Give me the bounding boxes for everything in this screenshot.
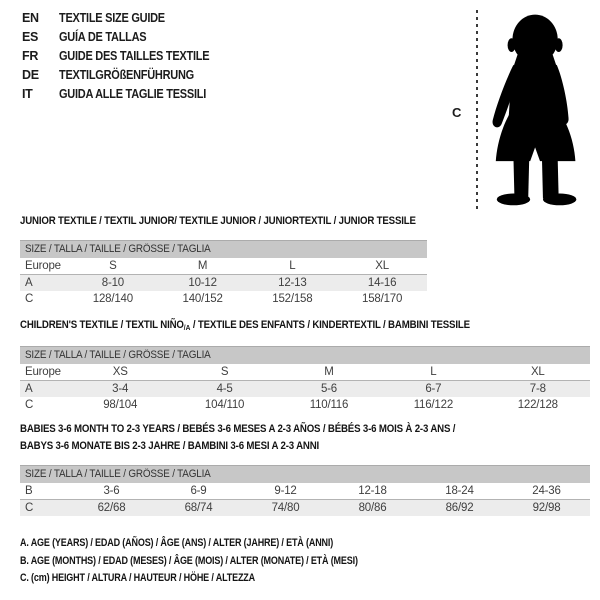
junior-table-title: JUNIOR TEXTILE / TEXTIL JUNIOR/ TEXTILE JUNIOR / JUNIORTEXTIL / JUNIOR TESSILE bbox=[20, 215, 416, 227]
language-label: TEXTILE SIZE GUIDE bbox=[59, 10, 165, 25]
table-row bbox=[20, 483, 590, 500]
legend-line-c: C. (cm) HEIGHT / ALTURA / HAUTEUR / HÖHE / ALTEZZA bbox=[20, 572, 256, 584]
value-cell: 6-9 bbox=[155, 483, 242, 500]
title-text: CHILDREN'S TEXTILE / TEXTIL NIÑO bbox=[20, 319, 184, 331]
junior-textile-section bbox=[20, 213, 427, 307]
value-cell: 74/80 bbox=[271, 502, 300, 514]
language-label: GUIDE DES TAILLES TEXTILE bbox=[59, 48, 210, 63]
value-cell: 18-24 bbox=[416, 483, 503, 500]
language-label: GUÍA DE TALLAS bbox=[59, 29, 147, 44]
row-label: C bbox=[25, 293, 34, 305]
value-cell: 5-6 bbox=[320, 383, 337, 395]
row-label: B bbox=[20, 483, 68, 500]
value-cell: 122/128 bbox=[517, 399, 558, 411]
value-cell: 110/116 bbox=[309, 399, 349, 411]
size-cell: S bbox=[68, 258, 158, 275]
language-row-es bbox=[22, 27, 230, 46]
baby-height-figure bbox=[450, 6, 598, 214]
language-code: ES bbox=[22, 29, 39, 44]
children-table-title bbox=[20, 317, 522, 336]
language-row-de bbox=[22, 65, 230, 84]
table-row bbox=[20, 381, 590, 398]
size-cell: XL bbox=[486, 364, 590, 381]
value-cell: 140/152 bbox=[182, 293, 223, 305]
value-cell: 3-6 bbox=[68, 483, 155, 500]
value-cell: 158/170 bbox=[362, 293, 403, 305]
table-row bbox=[20, 500, 590, 517]
value-cell: 104/110 bbox=[204, 399, 245, 411]
junior-size-table bbox=[20, 258, 427, 307]
junior-size-header bbox=[20, 240, 427, 258]
babies-size-header-text: SIZE / TALLA / TAILLE / GRÖSSE / TAGLIA bbox=[25, 468, 211, 480]
language-row-fr bbox=[22, 46, 230, 65]
value-cell: 8-10 bbox=[101, 277, 124, 289]
babies-size-header bbox=[20, 465, 590, 483]
babies-size-table bbox=[20, 483, 590, 516]
height-dotted-line bbox=[476, 10, 478, 210]
value-cell: 10-12 bbox=[188, 277, 217, 289]
table-row bbox=[20, 258, 427, 275]
value-cell: 68/74 bbox=[184, 502, 213, 514]
value-cell: 14-16 bbox=[367, 277, 397, 289]
row-label: C bbox=[25, 502, 34, 514]
measurement-legend bbox=[20, 535, 432, 588]
table-row bbox=[20, 397, 590, 413]
children-size-header-text: SIZE / TALLA / TAILLE / GRÖSSE / TAGLIA bbox=[25, 349, 211, 361]
value-cell: 86/92 bbox=[445, 502, 474, 514]
title-text: / TEXTILE DES ENFANTS / KINDERTEXTIL / BAMBINI TESSILE bbox=[190, 319, 470, 331]
row-label: Europe bbox=[20, 364, 68, 381]
value-cell: 6-7 bbox=[425, 383, 442, 395]
babies-table-title-line1: BABIES 3-6 MONTH TO 2-3 YEARS / BEBÉS 3-6 MESES A 2-3 AÑOS / BÉBÉS 3-6 MOIS À 2-3 ANS / bbox=[20, 423, 456, 435]
value-cell: 80/86 bbox=[358, 502, 387, 514]
value-cell: 62/68 bbox=[97, 502, 126, 514]
language-code: DE bbox=[22, 67, 39, 82]
value-cell: 92/98 bbox=[532, 502, 561, 514]
value-cell: 152/158 bbox=[272, 293, 313, 305]
language-code: IT bbox=[22, 86, 33, 101]
size-cell: M bbox=[277, 364, 381, 381]
value-cell: 24-36 bbox=[503, 483, 590, 500]
size-cell: L bbox=[248, 258, 338, 275]
row-label: A bbox=[25, 383, 33, 395]
size-cell: M bbox=[158, 258, 248, 275]
legend-line-b: B. AGE (MONTHS) / EDAD (MESES) / ÂGE (MOIS) / ALTER (MONATE) / ETÀ (MESI) bbox=[20, 554, 358, 567]
baby-silhouette-icon bbox=[484, 8, 597, 210]
value-cell: 9-12 bbox=[242, 483, 329, 500]
value-cell: 12-13 bbox=[278, 277, 307, 289]
children-size-table bbox=[20, 364, 590, 413]
size-cell: S bbox=[172, 364, 276, 381]
babies-table-title-line2: BABYS 3-6 MONATE BIS 2-3 JAHRE / BAMBINI 3-6 MESI A 2-3 ANNI bbox=[20, 440, 320, 452]
children-size-header bbox=[20, 346, 590, 364]
legend-line-a: A. AGE (YEARS) / EDAD (AÑOS) / ÂGE (ANS) / ALTER (JAHRE) / ETÀ (ANNI) bbox=[20, 537, 334, 549]
value-cell: 7-8 bbox=[529, 383, 546, 395]
value-cell: 98/104 bbox=[103, 399, 138, 411]
row-label: C bbox=[25, 399, 34, 411]
junior-size-header-text: SIZE / TALLA / TAILLE / GRÖSSE / TAGLIA bbox=[25, 243, 211, 255]
children-textile-section bbox=[20, 317, 590, 413]
row-label: Europe bbox=[20, 258, 68, 275]
value-cell: 4-5 bbox=[216, 383, 233, 395]
size-cell: XL bbox=[337, 258, 427, 275]
row-label: A bbox=[25, 277, 33, 289]
language-row-en bbox=[22, 8, 230, 27]
value-cell: 3-4 bbox=[112, 383, 129, 395]
language-row-it bbox=[22, 84, 230, 103]
language-code: FR bbox=[22, 48, 39, 63]
language-label: GUIDA ALLE TAGLIE TESSILI bbox=[59, 86, 207, 101]
title-subscript: /A bbox=[183, 323, 191, 332]
size-cell: XS bbox=[68, 364, 172, 381]
value-cell: 12-18 bbox=[329, 483, 416, 500]
babies-textile-section bbox=[20, 421, 590, 516]
table-row bbox=[20, 364, 590, 381]
table-row bbox=[20, 275, 427, 292]
language-list bbox=[22, 8, 230, 103]
height-measure-label: C bbox=[452, 105, 462, 120]
language-label: TEXTILGRÖßENFÜHRUNG bbox=[59, 67, 194, 82]
value-cell: 128/140 bbox=[92, 293, 133, 305]
size-cell: L bbox=[381, 364, 485, 381]
table-row bbox=[20, 291, 427, 307]
value-cell: 116/122 bbox=[413, 399, 454, 411]
language-code: EN bbox=[22, 10, 39, 25]
